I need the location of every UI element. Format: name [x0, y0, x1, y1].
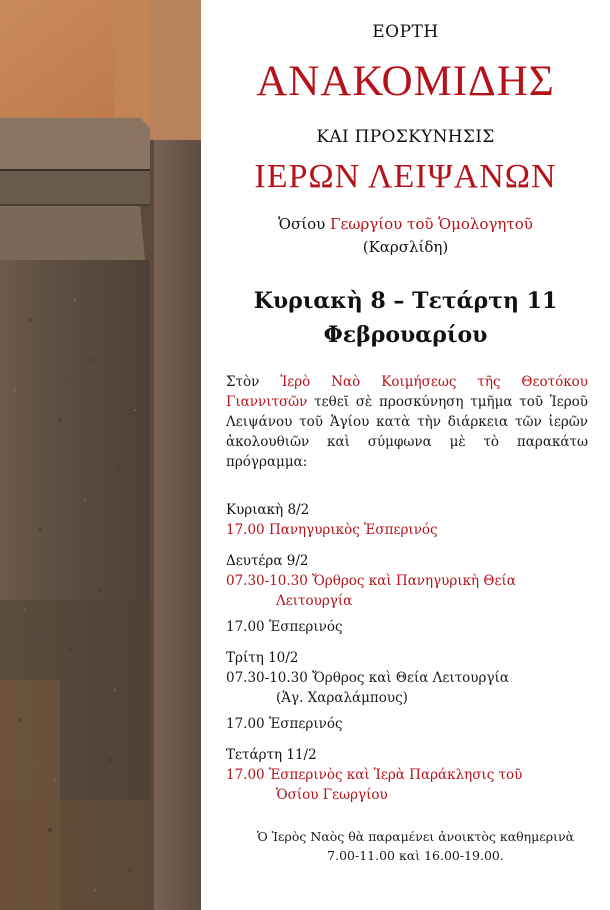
service-line-cont: (Ἁγ. Χαραλάμπους): [276, 690, 408, 706]
heading-translation: ΑΝΑΚΟΜΙΔΗΣ: [256, 58, 555, 105]
intro-paragraph: [226, 372, 588, 472]
service-line: 17.00 Ἑσπερινός: [226, 716, 343, 732]
service-line-cont: Λειτουργία: [276, 593, 353, 609]
footer-line-2: 7.00-11.00 καὶ 16.00-19.00.: [327, 848, 504, 863]
church-name: Ἱερὸ Ναὸ Κοιμήσεως τῆς Θεοτόκου Γιαννιτσῶν: [226, 374, 588, 410]
schedule: [226, 500, 596, 816]
intro-prefix: Στὸν: [226, 374, 281, 390]
intro-text: τεθεῖ σὲ προσκύνηση τμῆμα τοῦ Ἱεροῦ Λειψάνου τοῦ Ἁγίου κατὰ τὴν διάρκεια τῶν ἱερῶν ἀκολουθιῶν καὶ σύμφωνα μὲ τὸ παρακάτω πρόγραμμα:: [226, 394, 588, 470]
service-line: 07.30-10.30 Ὄρθρος καὶ Πανηγυρικὴ Θεία: [226, 573, 516, 589]
service-line: 17.00 Ἑσπερινὸς καὶ Ἱερὰ Παράκλησις τοῦ: [226, 767, 523, 783]
heading-and-veneration: ΚΑΙ ΠΡΟΣΚΥΝΗΣΙΣ: [316, 127, 495, 147]
day-label: Κυριακὴ 8/2: [226, 502, 310, 518]
saint-name-line: [201, 215, 610, 233]
heading-holy-relics: ΙΕΡΩΝ ΛΕΙΨΑΝΩΝ: [254, 158, 557, 195]
service-line: 17.00 Ἑσπερινός: [226, 619, 343, 635]
footer-line-1: Ὁ Ἱερὸς Ναὸς θὰ παραμένει ἀνοικτὸς καθημερινὰ: [256, 829, 575, 844]
poster-content: [201, 0, 610, 910]
day-label: Δευτέρα 9/2: [226, 553, 309, 569]
saint-surname: (Καρσλίδη): [362, 238, 449, 256]
schedule-day-wednesday: [226, 745, 596, 805]
opening-hours-note: [221, 827, 610, 865]
dates-line-2: Φεβρουαρίου: [323, 322, 488, 348]
heading-feast: ΕΟΡΤΗ: [372, 22, 439, 42]
schedule-day-tuesday: [226, 648, 596, 734]
day-label: Τετάρτη 11/2: [226, 747, 317, 763]
service-line: 07.30-10.30 Ὄρθρος καὶ Θεία Λειτουργία: [226, 670, 509, 686]
saint-name: Γεωργίου τοῦ Ὁμολογητοῦ: [330, 215, 533, 233]
service-line-cont: Ὁσίου Γεωργίου: [276, 787, 388, 803]
service-line: 17.00 Πανηγυρικὸς Ἑσπερινός: [226, 522, 438, 538]
schedule-day-sunday: [226, 500, 596, 540]
stone-wall-photo: [0, 0, 201, 910]
dates-line-1: Κυριακὴ 8 – Τετάρτη 11: [253, 288, 558, 314]
schedule-day-monday: [226, 551, 596, 637]
saint-prefix: Ὁσίου: [278, 215, 331, 233]
day-label: Τρίτη 10/2: [226, 650, 299, 666]
